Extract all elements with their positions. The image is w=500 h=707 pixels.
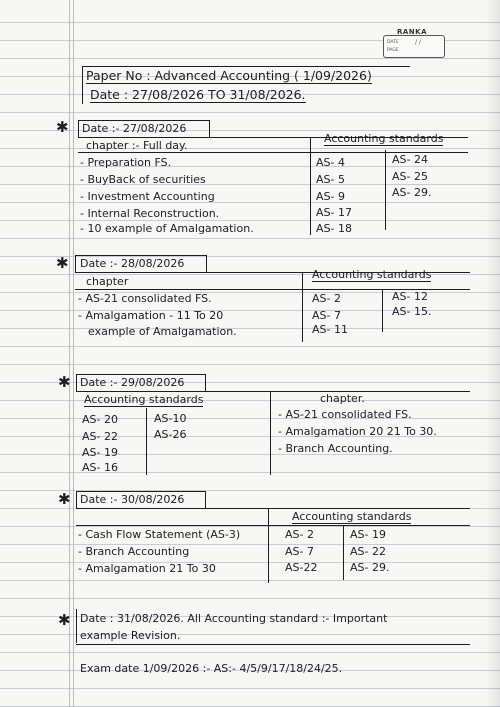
exam-line: Exam date 1/09/2026 :- AS:- 4/5/9/17/18/24/25. <box>80 662 343 675</box>
day1-standard: AS- 17 <box>316 206 352 219</box>
bracket-line <box>76 609 77 643</box>
star-marker: ✱ <box>56 254 69 272</box>
ranka-logo <box>377 28 447 58</box>
page-edge-shadow <box>486 0 500 707</box>
star-marker: ✱ <box>58 611 71 629</box>
day4-standard: AS-22 <box>285 561 318 574</box>
table-divider <box>382 290 383 332</box>
table-rule <box>76 391 470 392</box>
table-rule <box>76 644 470 645</box>
day4-chapter-item: - Cash Flow Statement (AS-3) <box>78 528 241 541</box>
table-divider <box>270 391 271 475</box>
star-marker: ✱ <box>58 490 71 508</box>
day1-date: Date :- 27/08/2026 <box>82 122 187 135</box>
brand-name: RANKA <box>397 28 428 36</box>
day4-standard: AS- 2 <box>285 528 314 541</box>
day3-chapter-title: chapter. <box>320 392 365 405</box>
day1-chapter-item: - BuyBack of securities <box>80 173 206 186</box>
day1-chapter-item: - Investment Accounting <box>80 190 215 203</box>
day3-standard: AS- 19 <box>82 446 118 459</box>
day3-standard: AS- 20 <box>82 413 118 426</box>
day1-standard: AS- 9 <box>316 190 345 203</box>
paper-title: Paper No : Advanced Accounting ( 1/09/2026) <box>86 68 372 83</box>
day3-standard: AS-10 <box>154 412 187 425</box>
day2-chapter-item: - AS-21 consolidated FS. <box>78 292 212 305</box>
day1-standard: AS- 4 <box>316 156 345 169</box>
date-range: Date : 27/08/2026 TO 31/08/2026. <box>90 87 306 102</box>
day2-date: Date :- 28/08/2026 <box>80 257 185 270</box>
table-divider <box>268 508 269 583</box>
day3-date: Date :- 29/08/2026 <box>80 376 185 389</box>
day2-standard: AS- 11 <box>312 323 348 336</box>
day2-standard: AS- 12 <box>392 290 428 303</box>
star-marker: ✱ <box>58 373 71 391</box>
table-divider <box>385 150 386 230</box>
day4-standards-title: Accounting standards <box>292 510 412 523</box>
date-field-label: DATE <box>387 40 399 45</box>
table-divider <box>146 408 147 475</box>
day4-standard: AS- 7 <box>285 545 314 558</box>
table-divider <box>343 525 344 580</box>
day2-chapter-item: - Amalgamation - 11 To 20 <box>78 309 224 322</box>
day1-chapter-item: - Internal Reconstruction. <box>80 207 220 220</box>
day3-chapter-item: - Amalgamation 20 21 To 30. <box>278 425 437 438</box>
day4-date: Date :- 30/08/2026 <box>80 493 185 506</box>
day1-chapter-item: - 10 example of Amalgamation. <box>80 222 254 235</box>
day1-standard: AS- 5 <box>316 173 345 186</box>
day1-chapter-title: chapter :- Full day. <box>86 139 188 152</box>
table-rule <box>76 525 470 526</box>
day1-standard: AS- 24 <box>392 153 428 166</box>
day1-chapter-item: - Preparation FS. <box>80 156 172 169</box>
day3-chapter-item: - Branch Accounting. <box>278 442 393 455</box>
table-rule <box>76 508 470 509</box>
page-field-label: PAGE <box>387 48 399 53</box>
day1-standard: AS- 18 <box>316 222 352 235</box>
day3-standard: AS- 16 <box>82 461 118 474</box>
day2-standards-title: Accounting standards <box>312 268 432 281</box>
day1-standard: AS- 25 <box>392 170 428 183</box>
day2-chapter-title: chapter <box>86 275 129 288</box>
day1-standard: AS- 29. <box>392 186 432 199</box>
day3-chapter-item: - AS-21 consolidated FS. <box>278 408 412 421</box>
day4-standard: AS- 29. <box>350 561 390 574</box>
day5-line2: example Revision. <box>80 629 181 642</box>
day2-standard: AS- 15. <box>392 305 432 318</box>
day4-standard: AS- 19 <box>350 528 386 541</box>
day2-standard: AS- 2 <box>312 292 341 305</box>
day2-chapter-item: example of Amalgamation. <box>88 325 237 338</box>
day2-standard: AS- 7 <box>312 309 341 322</box>
star-marker: ✱ <box>56 118 69 136</box>
day4-chapter-item: - Amalgamation 21 To 30 <box>78 562 216 575</box>
day4-standard: AS- 22 <box>350 545 386 558</box>
day3-standard: AS- 22 <box>82 430 118 443</box>
table-divider <box>302 272 303 342</box>
day5-line1: Date : 31/08/2026. All Accounting standard :- Important <box>80 612 388 625</box>
date-page-box <box>383 35 445 58</box>
day4-chapter-item: - Branch Accounting <box>78 545 190 558</box>
day1-standards-title: Accounting standards <box>324 132 444 145</box>
day3-standard: AS-26 <box>154 428 187 441</box>
margin-line <box>73 0 74 707</box>
date-slashes: / / <box>415 39 421 46</box>
day3-standards-title: Accounting standards <box>84 393 204 406</box>
margin-line <box>69 0 70 707</box>
